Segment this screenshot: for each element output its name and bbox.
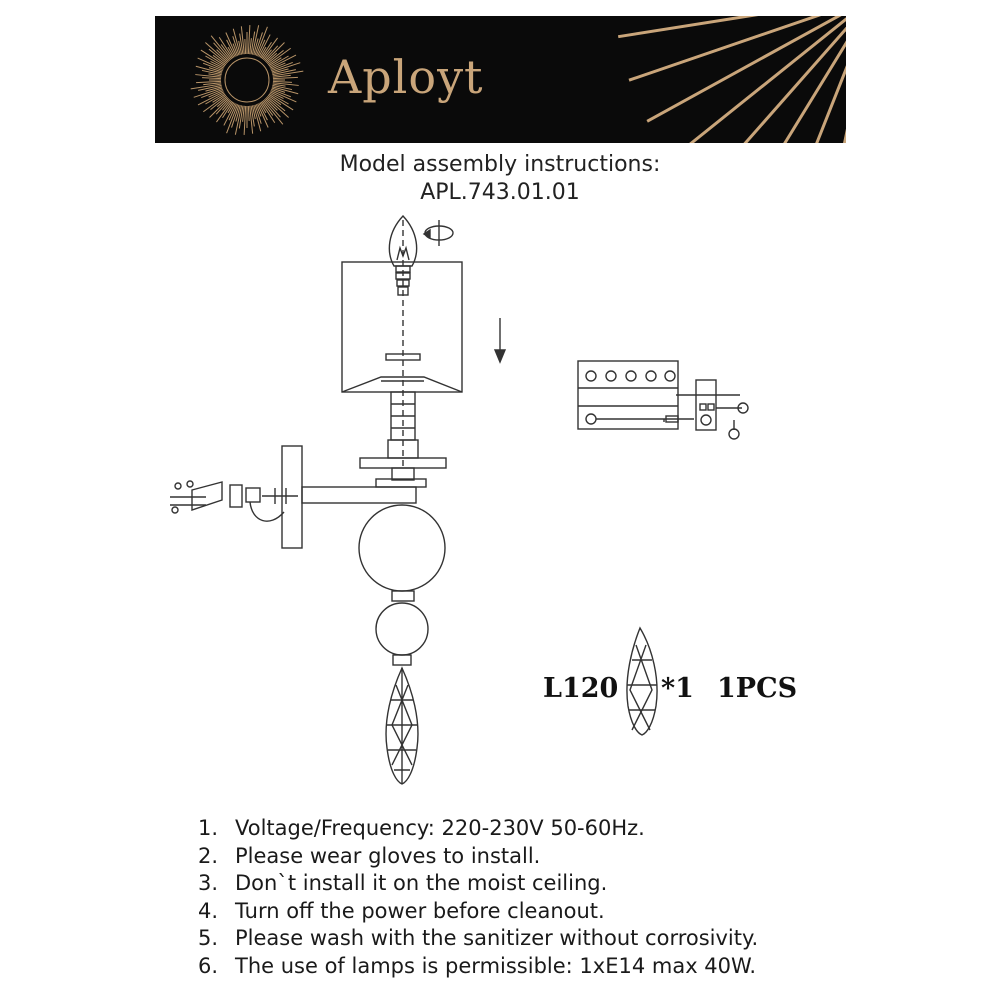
wall-arm	[282, 446, 426, 548]
page-title: Model assembly instructions:	[339, 152, 661, 177]
list-item: 2. Please wear gloves to install.	[198, 843, 541, 868]
accessory-code: L120	[543, 673, 619, 704]
crystal-pendant	[386, 668, 418, 784]
list-item: 3. Don`t install it on the moist ceiling.	[198, 871, 608, 895]
list-item: 6. The use of lamps is permissible: 1xE14 max 40W.	[198, 953, 757, 978]
instruction-notes	[198, 815, 758, 980]
accessory-quantity: *1	[661, 673, 694, 704]
crystal-l120-icon	[627, 628, 657, 735]
wiring-diagram	[578, 361, 748, 439]
arrow-down-icon	[495, 318, 505, 362]
accessory-pieces: 1PCS	[717, 673, 798, 704]
list-item: 5. Please wash with the sanitizer without corrosivity.	[198, 926, 759, 950]
brand-logo: Aployt	[328, 50, 484, 104]
model-number: APL.743.01.01	[420, 180, 580, 205]
mounting-bracket	[170, 481, 298, 521]
list-item: 4. Turn off the power before cleanout.	[198, 898, 605, 923]
lamp-shade	[342, 262, 462, 392]
glass-spheres	[359, 505, 445, 665]
rotate-icon	[424, 220, 453, 246]
list-item: 1. Voltage/Frequency: 220-230V 50-60Hz.	[198, 816, 645, 840]
